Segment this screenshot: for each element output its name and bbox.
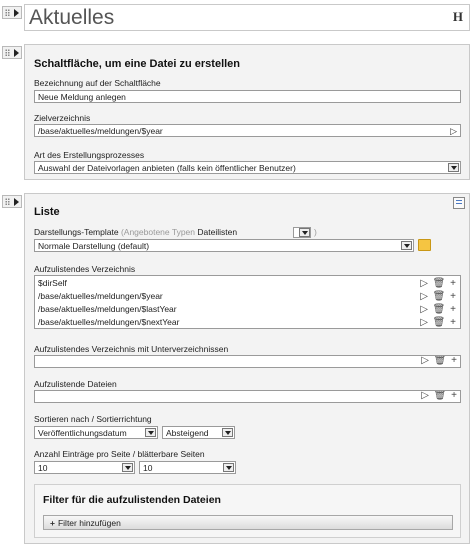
- target-dir-value: /base/aktuelles/meldungen/$year: [38, 126, 163, 136]
- plus-icon[interactable]: +: [451, 390, 458, 401]
- template-caption: [34, 227, 237, 237]
- process-caption: Art des Erstellungsprozesses: [34, 150, 145, 160]
- create-button-panel: [24, 44, 470, 180]
- expand-arrow-icon: [14, 198, 19, 206]
- row-actions: [420, 291, 457, 302]
- trash-icon[interactable]: 🗑: [432, 291, 447, 302]
- plus-icon[interactable]: +: [450, 317, 457, 328]
- subdirs-caption: Aufzulistendes Verzeichnis mit Unterverzeichnissen: [34, 344, 229, 354]
- chevron-down-icon[interactable]: [401, 241, 412, 250]
- offered-types-suffix: ): [314, 227, 317, 237]
- template-caption-text: Darstellungs-Template: [34, 227, 119, 237]
- template-value: Normale Darstellung (default): [38, 241, 150, 251]
- chevron-down-icon[interactable]: [122, 463, 133, 472]
- row-actions: [420, 304, 457, 315]
- list-item[interactable]: [38, 291, 459, 301]
- pages-select[interactable]: [139, 461, 236, 474]
- trash-icon[interactable]: 🗑: [433, 390, 448, 401]
- row-actions: [421, 356, 458, 366]
- process-value: Auswahl der Dateivorlagen anbieten (falls kein öffentlicher Benutzer): [38, 163, 296, 173]
- dir-value: /base/aktuelles/meldungen/$year: [38, 291, 163, 301]
- drag-handle-list-section[interactable]: [2, 195, 22, 208]
- pointer-icon[interactable]: ▷: [420, 278, 429, 289]
- list-view-icon[interactable]: [453, 197, 465, 209]
- pointer-icon[interactable]: ▷: [421, 355, 430, 366]
- sort-dir-value: Absteigend: [166, 428, 209, 438]
- count-caption: Anzahl Einträge pro Seite / blätterbare Seiten: [34, 449, 205, 459]
- template-select[interactable]: [34, 239, 414, 252]
- dirs-caption: Aufzulistendes Verzeichnis: [34, 264, 136, 274]
- dirs-list: [34, 275, 461, 329]
- page-title: Aktuelles: [29, 6, 115, 29]
- list-item[interactable]: [38, 304, 459, 314]
- plus-icon[interactable]: +: [450, 304, 457, 315]
- sort-dir-select[interactable]: [162, 426, 235, 439]
- target-dir-caption: Zielverzeichnis: [34, 113, 91, 123]
- pointer-icon[interactable]: ▷: [420, 317, 429, 328]
- list-item[interactable]: [38, 317, 459, 327]
- filter-panel-title: Filter für die aufzulistenden Dateien: [43, 494, 221, 506]
- create-button-panel-title: Schaltfläche, um eine Datei zu erstellen: [34, 58, 241, 70]
- row-actions: [420, 278, 457, 289]
- plus-icon[interactable]: +: [450, 278, 457, 289]
- list-item[interactable]: [38, 278, 459, 288]
- process-select[interactable]: [34, 161, 461, 174]
- heading-format-icon[interactable]: H: [452, 9, 463, 24]
- plus-icon[interactable]: +: [450, 291, 457, 302]
- filter-panel: [34, 484, 461, 538]
- add-filter-button[interactable]: [43, 515, 453, 530]
- pointer-icon[interactable]: ▷: [420, 304, 429, 315]
- pages-value: 10: [143, 463, 153, 473]
- plus-icon: +: [50, 518, 55, 528]
- chevron-down-icon[interactable]: [299, 228, 310, 237]
- chevron-down-icon[interactable]: [448, 163, 459, 172]
- offered-types-prefix: (Angebotene Typen: [120, 227, 195, 237]
- grip-icon: [5, 9, 10, 16]
- folder-icon[interactable]: [418, 239, 431, 251]
- chevron-down-icon[interactable]: [222, 428, 233, 437]
- sort-caption: Sortieren nach / Sortierrichtung: [34, 414, 152, 424]
- subdirs-input[interactable]: [34, 355, 461, 368]
- button-label-caption: Bezeichnung auf der Schaltfläche: [34, 78, 161, 88]
- drag-handle-title[interactable]: [2, 6, 22, 19]
- pointer-icon[interactable]: ▷: [421, 390, 430, 401]
- offered-types-value: Dateilisten: [197, 227, 238, 237]
- trash-icon[interactable]: 🗑: [432, 317, 447, 328]
- files-caption: Aufzulistende Dateien: [34, 379, 117, 389]
- expand-arrow-icon: [14, 49, 19, 57]
- button-label-input[interactable]: Neue Meldung anlegen: [34, 90, 461, 103]
- entries-per-page-select[interactable]: [34, 461, 135, 474]
- dir-value: /base/aktuelles/meldungen/$lastYear: [38, 304, 177, 314]
- page-title-box[interactable]: [24, 4, 470, 31]
- drag-handle-button-section[interactable]: [2, 46, 22, 59]
- dir-value: $dirSelf: [38, 278, 67, 288]
- add-filter-label: Filter hinzufügen: [57, 518, 121, 528]
- sort-by-select[interactable]: [34, 426, 158, 439]
- expand-arrow-icon: [14, 9, 19, 17]
- plus-icon[interactable]: +: [451, 355, 458, 366]
- pointer-icon[interactable]: ▷: [420, 291, 429, 302]
- trash-icon[interactable]: 🗑: [433, 355, 448, 366]
- chevron-down-icon[interactable]: [145, 428, 156, 437]
- sort-by-value: Veröffentlichungsdatum: [38, 428, 127, 438]
- dir-value: /base/aktuelles/meldungen/$nextYear: [38, 317, 180, 327]
- pointer-icon[interactable]: ▷: [450, 126, 457, 136]
- row-actions: [421, 391, 458, 401]
- grip-icon: [5, 49, 10, 56]
- offered-types-select[interactable]: [293, 227, 311, 238]
- files-input[interactable]: [34, 390, 461, 403]
- grip-icon: [5, 198, 10, 205]
- trash-icon[interactable]: 🗑: [432, 278, 447, 289]
- entries-per-page-value: 10: [38, 463, 48, 473]
- chevron-down-icon[interactable]: [223, 463, 234, 472]
- row-actions: [420, 317, 457, 328]
- list-panel: [24, 193, 470, 544]
- target-dir-input[interactable]: [34, 124, 461, 137]
- trash-icon[interactable]: 🗑: [432, 304, 447, 315]
- list-panel-title: Liste: [34, 206, 60, 218]
